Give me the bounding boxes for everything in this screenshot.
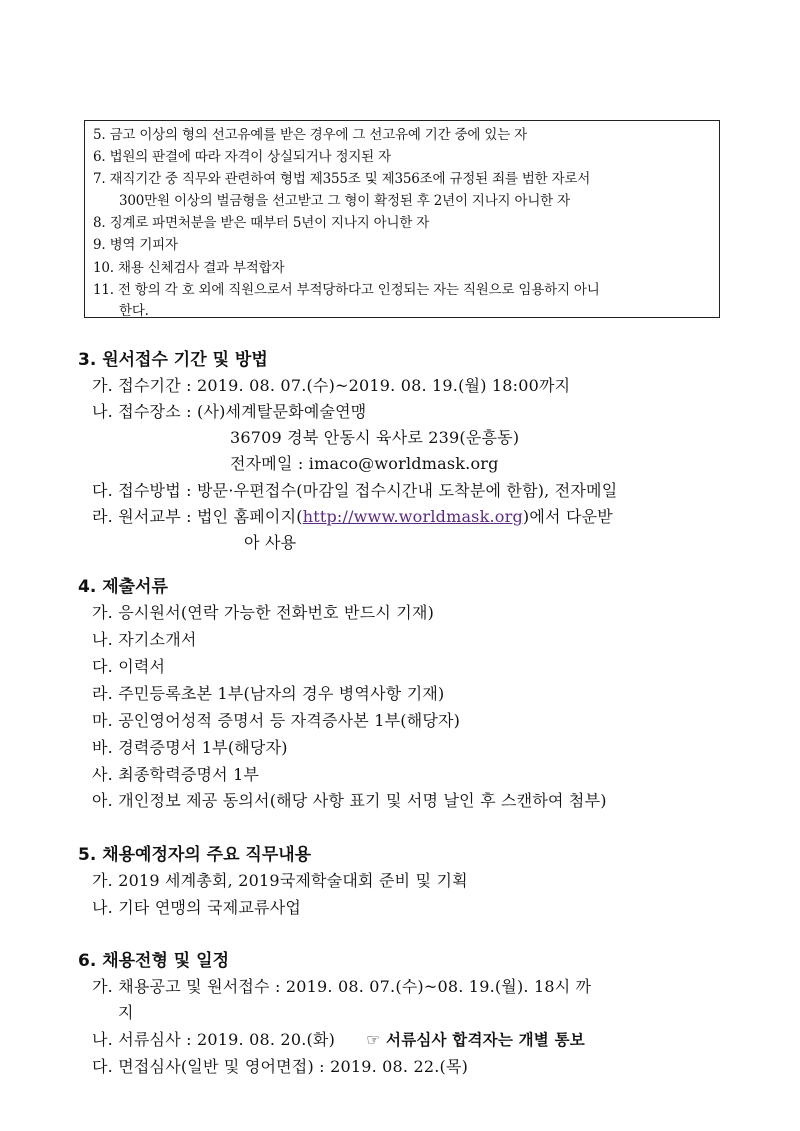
list-item: 나. 기타 연맹의 국제교류사업 <box>92 898 302 917</box>
receipt-address: 36709 경북 안동시 육사로 239(운흥동) <box>230 428 520 447</box>
box-item: 9. 병역 기피자 <box>93 237 178 253</box>
list-item: 라. 주민등록초본 1부(남자의 경우 병역사항 기재) <box>92 684 445 703</box>
receipt-place: 나. 접수장소 : (사)세계탈문화예술연맹 <box>92 402 367 421</box>
box-item: 5. 금고 이상의 형의 선고유예를 받은 경우에 그 선고유예 기간 중에 있는 자 <box>93 127 527 143</box>
schedule-item: 가. 채용공고 및 원서접수 : 2019. 08. 07.(수)~08. 19.(월). 18시 까 <box>92 977 592 996</box>
schedule-text: 나. 서류심사 : 2019. 08. 20.(화) <box>92 1030 336 1049</box>
box-item: 6. 법원의 판결에 따라 자격이 상실되거나 정지된 자 <box>93 149 391 165</box>
schedule-item <box>92 1027 585 1050</box>
form-distribution-cont: 아 사용 <box>244 533 297 552</box>
list-item: 아. 개인정보 제공 동의서(해당 사항 표기 및 서명 날인 후 스캔하여 첨부) <box>92 791 607 810</box>
box-item: 한다. <box>119 303 149 319</box>
section4-heading: 4. 제출서류 <box>78 577 168 597</box>
receipt-email: 전자메일 : imaco@worldmask.org <box>230 454 499 473</box>
receipt-method: 다. 접수방법 : 방문·우편접수(마감일 접수시간내 도착분에 한함), 전자메일 <box>92 481 618 500</box>
homepage-link[interactable]: http://www.worldmask.org <box>302 507 523 526</box>
section5-heading: 5. 채용예정자의 주요 직무내용 <box>78 845 312 865</box>
section3-heading: 3. 원서접수 기간 및 방법 <box>78 350 268 370</box>
list-item: 다. 이력서 <box>92 657 166 676</box>
box-item: 10. 채용 신체검사 결과 부적합자 <box>93 260 285 276</box>
section6-heading: 6. 채용전형 및 일정 <box>78 951 229 971</box>
box-item: 7. 재직기간 중 직무와 관련하여 형법 제355조 및 제356조에 규정된 죄를 범한 자로서 <box>93 171 591 187</box>
screening-note: ☞ 서류심사 합격자는 개별 통보 <box>366 1031 585 1049</box>
box-item: 300만원 이상의 벌금형을 선고받고 그 형이 확정된 후 2년이 지나지 아니한 자 <box>119 193 570 209</box>
list-item: 마. 공인영어성적 증명서 등 자격증사본 1부(해당자) <box>92 711 461 730</box>
form-prefix: 라. 원서교부 : 법인 홈페이지( <box>92 507 303 526</box>
schedule-item: 다. 면접심사(일반 및 영어면접) : 2019. 08. 22.(목) <box>92 1057 469 1076</box>
form-distribution <box>92 504 613 527</box>
receipt-period: 가. 접수기간 : 2019. 08. 07.(수)~2019. 08. 19.(월) 18:00까지 <box>92 376 571 395</box>
list-item: 가. 응시원서(연락 가능한 전화번호 반드시 기재) <box>92 603 435 622</box>
schedule-item-cont: 지 <box>118 1003 134 1022</box>
form-suffix: )에서 다운받 <box>522 507 613 526</box>
disqualification-box <box>84 120 720 318</box>
list-item: 사. 최종학력증명서 1부 <box>92 765 260 784</box>
list-item: 나. 자기소개서 <box>92 630 197 649</box>
list-item: 가. 2019 세계총회, 2019국제학술대회 준비 및 기획 <box>92 871 468 890</box>
list-item: 바. 경력증명서 1부(해당자) <box>92 738 288 757</box>
box-item: 11. 전 항의 각 호 외에 직원으로서 부적당하다고 인정되는 자는 직원으로 임용하지 아니 <box>93 282 600 298</box>
box-item: 8. 징계로 파면처분을 받은 때부터 5년이 지나지 아니한 자 <box>93 215 430 231</box>
